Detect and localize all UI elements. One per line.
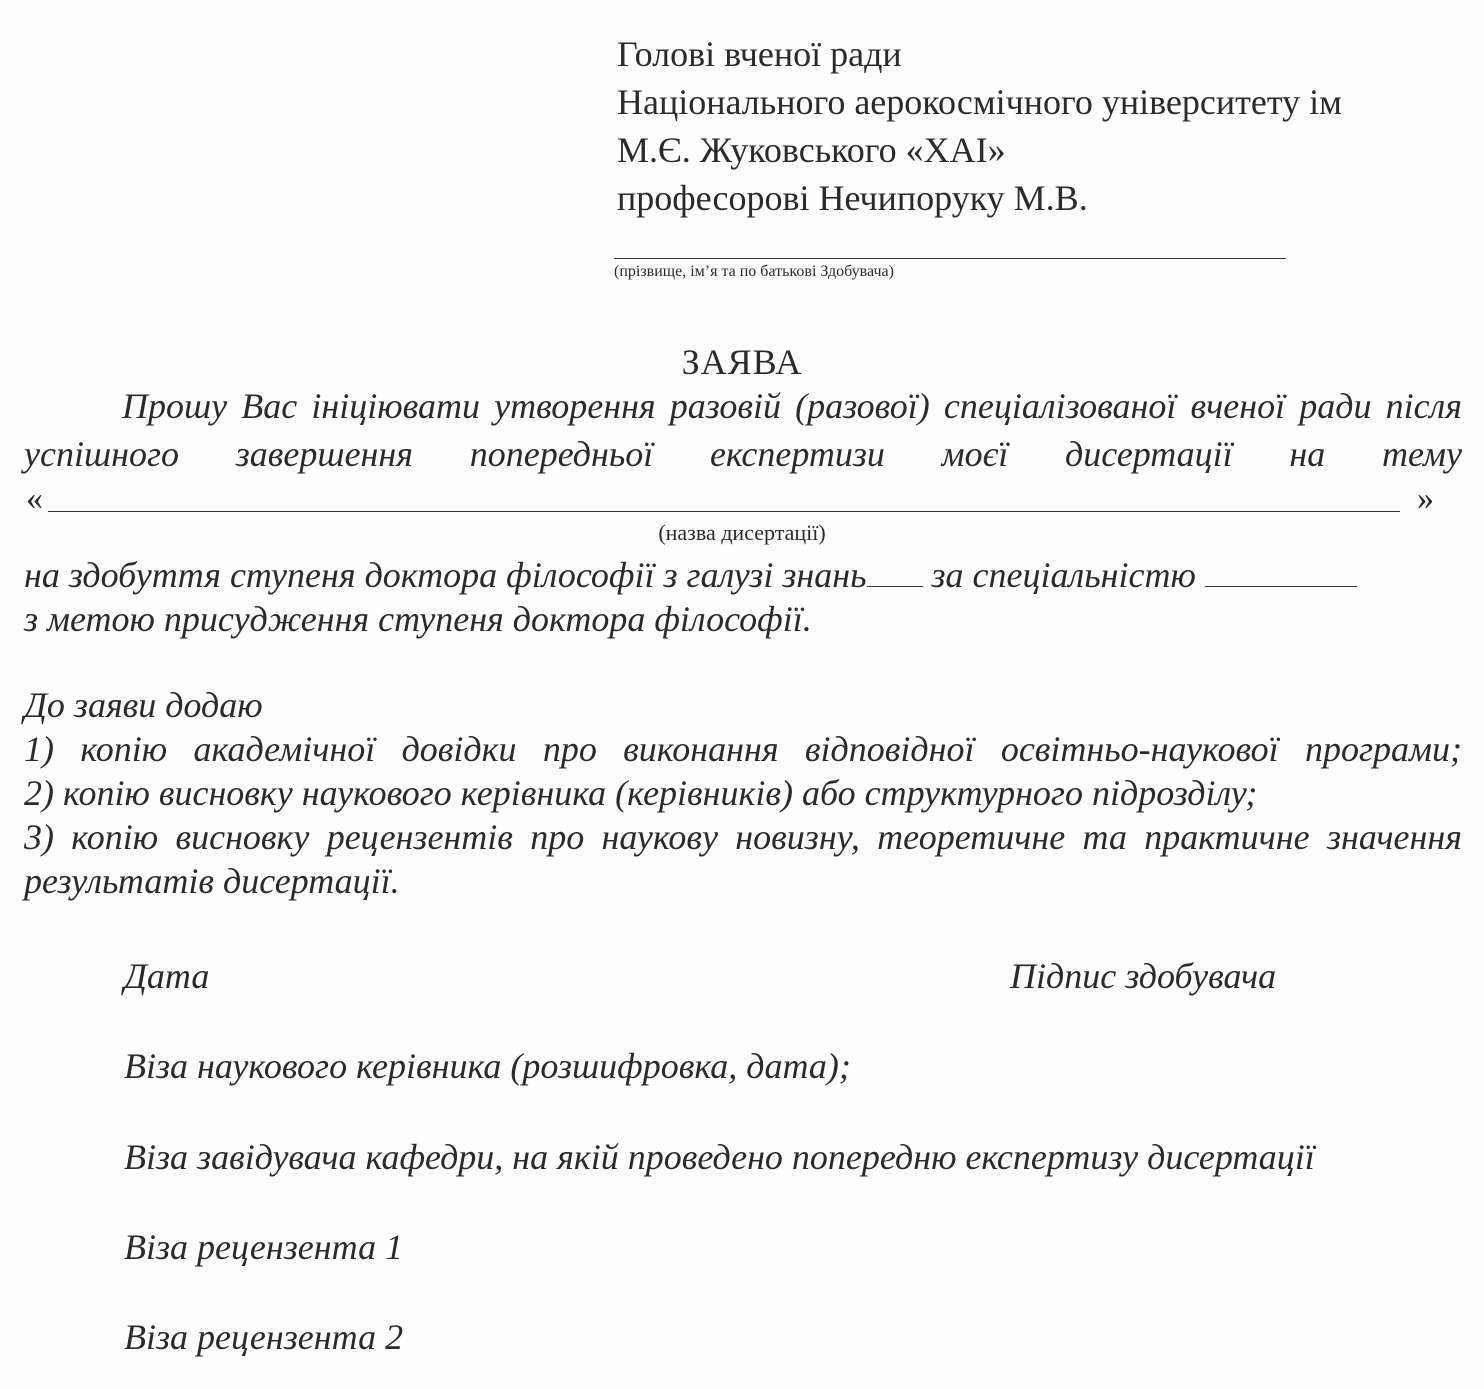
attachments-heading: До заяви додаю bbox=[24, 685, 263, 725]
reviewer-2-visa: Віза рецензента 2 bbox=[124, 1317, 404, 1357]
supervisor-visa: Віза наукового керівника (розшифровка, дата); bbox=[124, 1046, 851, 1086]
request-text: Прошу Вас ініціювати утворення разовій (разової) спеціалізованої вченої ради після успішного завершення попередньої експертизи моєї дисертації на тему bbox=[24, 386, 1462, 474]
addressee-line-1: Голові вченої ради bbox=[617, 34, 902, 74]
attachment-item-1: 1) копію академічної довідки про виконання відповідної освітньо-наукової програми; bbox=[24, 729, 1462, 769]
purpose-line: з метою присудження ступеня доктора філософії. bbox=[24, 599, 812, 639]
attachment-item-2: 2) копію висновку наукового керівника (керівників) або структурного підрозділу; bbox=[24, 773, 1258, 813]
degree-text-part1: на здобуття ступеня доктора філософії з галузі знань bbox=[24, 555, 867, 595]
addressee-line-4: професорові Нечипоруку М.В. bbox=[617, 178, 1088, 218]
addressee-line-2: Національного аерокосмічного університету ім bbox=[617, 82, 1342, 122]
field-of-knowledge-blank bbox=[867, 560, 923, 587]
applicant-name-line bbox=[614, 238, 1286, 259]
topic-caption: (назва дисертації) bbox=[658, 520, 826, 545]
specialty-blank bbox=[1205, 560, 1357, 587]
request-paragraph bbox=[24, 382, 1462, 478]
signature-label: Підпис здобувача bbox=[1010, 956, 1277, 996]
applicant-name-caption: (прізвище, ім’я та по батькові Здобувача) bbox=[614, 263, 894, 280]
dissertation-topic-field bbox=[24, 480, 1434, 520]
applicant-name-field bbox=[614, 238, 1286, 281]
degree-paragraph bbox=[24, 553, 1462, 641]
date-label: Дата bbox=[124, 956, 210, 996]
topic-quote-close: » bbox=[1417, 480, 1434, 517]
degree-text-part2: за спеціальністю bbox=[922, 555, 1205, 595]
topic-blank-line bbox=[48, 511, 1400, 512]
document-title: ЗАЯВА bbox=[681, 342, 803, 382]
addressee-line-3: М.Є. Жуковського «ХАІ» bbox=[617, 130, 1006, 170]
reviewer-1-visa: Віза рецензента 1 bbox=[124, 1227, 404, 1267]
degree-line bbox=[24, 553, 1462, 597]
topic-quote-open: « bbox=[26, 480, 43, 517]
signature-row bbox=[124, 955, 1324, 997]
head-of-department-visa: Віза завідувача кафедри, на якій проведено попередню експертизу дисертації bbox=[124, 1137, 1315, 1177]
attachments-block bbox=[24, 683, 1462, 903]
addressee-block bbox=[617, 30, 1457, 222]
attachment-item-3: 3) копію висновку рецензентів про наукову новизну, теоретичне та практичне значення результатів дисертації. bbox=[24, 817, 1462, 901]
